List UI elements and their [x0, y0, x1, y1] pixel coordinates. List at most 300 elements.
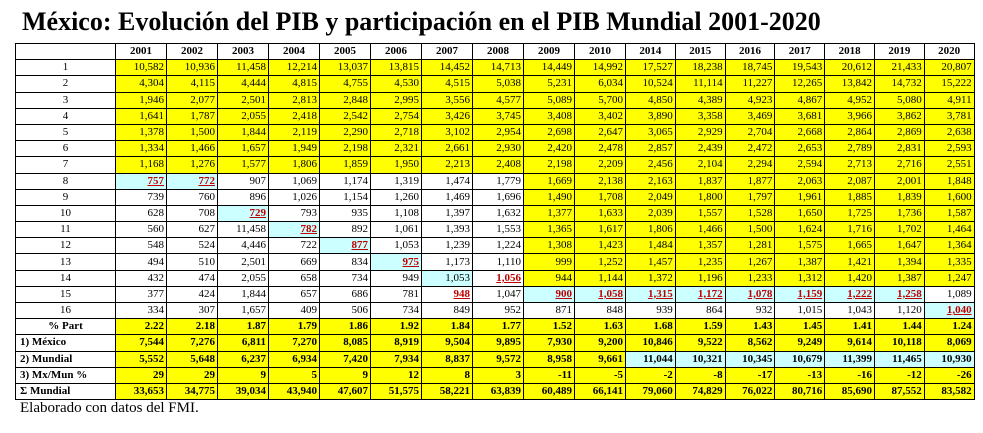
gdp-cell [725, 76, 775, 92]
mexico-highlight-value: 757 [147, 174, 164, 187]
cell-value: 2,638 [946, 126, 972, 139]
cell-value: 2,551 [946, 158, 972, 171]
gdp-cell [825, 173, 875, 189]
cell-value: 2,857 [648, 142, 673, 155]
gdp-cell [626, 254, 676, 270]
cell-value: 2,929 [697, 126, 723, 139]
summary-cell: 1.92 [371, 319, 422, 335]
summary-cell: 9,614 [825, 335, 875, 351]
gdp-cell [626, 189, 676, 205]
gdp-cell [524, 286, 575, 302]
cell-value: 2,653 [797, 142, 823, 155]
gdp-cell [422, 303, 473, 319]
gdp-cell [524, 108, 575, 124]
cell-value: 2,995 [394, 93, 419, 106]
summary-label: 1) México [16, 335, 116, 351]
cell-value: 2,713 [847, 158, 872, 171]
summary-cell: 7,270 [269, 335, 320, 351]
gdp-cell [371, 238, 422, 254]
summary-cell: 1.86 [320, 319, 371, 335]
cell-value: 506 [351, 304, 368, 317]
gdp-cell [371, 108, 422, 124]
cell-value: 1,312 [797, 271, 823, 284]
cell-value: 19,543 [791, 61, 823, 74]
summary-cell: 60,489 [524, 383, 575, 399]
table-row [16, 141, 975, 157]
gdp-cell [725, 303, 775, 319]
summary-cell: -2 [626, 367, 676, 383]
gdp-cell [626, 157, 676, 173]
cell-value: 1,557 [697, 206, 723, 219]
rank-label: 15 [16, 286, 116, 302]
gdp-cell [422, 254, 473, 270]
cell-value: 18,745 [742, 61, 773, 74]
cell-value: 1,800 [697, 190, 723, 203]
gdp-cell [473, 270, 524, 286]
cell-value: 892 [351, 223, 368, 236]
cell-value: 3,469 [747, 109, 773, 122]
year-header-0: 2001 [116, 44, 167, 60]
cell-value: 2,408 [496, 158, 521, 171]
cell-value: 2,439 [697, 142, 723, 155]
gdp-cell [218, 108, 269, 124]
summary-cell: 11,465 [874, 351, 924, 367]
gdp-cell [167, 108, 218, 124]
gdp-cell [371, 92, 422, 108]
year-header-8: 2009 [524, 44, 575, 60]
mexico-highlight-value: 900 [555, 287, 572, 300]
gdp-cell [116, 205, 167, 221]
gdp-cell [626, 286, 676, 302]
gdp-table [15, 43, 975, 400]
cell-value: 1,657 [241, 142, 266, 155]
gdp-cell [575, 238, 626, 254]
source-note: Elaborado con datos del FMI. [20, 400, 199, 416]
gdp-cell [116, 76, 167, 92]
summary-label: 2) Mundial [16, 351, 116, 367]
gdp-cell [422, 157, 473, 173]
gdp-cell [626, 222, 676, 238]
summary-cell: 1.52 [524, 319, 575, 335]
cell-value: 524 [198, 239, 215, 252]
gdp-cell [626, 173, 676, 189]
cell-value: 2,209 [598, 158, 623, 171]
summary-row [16, 383, 975, 399]
gdp-cell [371, 76, 422, 92]
gdp-cell [874, 157, 924, 173]
cell-value: 1,950 [394, 158, 419, 171]
gdp-cell [116, 270, 167, 286]
rank-label: 9 [16, 189, 116, 205]
cell-value: 4,815 [292, 77, 317, 90]
cell-value: 1,716 [847, 223, 872, 236]
cell-value: 708 [198, 206, 215, 219]
gdp-cell [167, 270, 218, 286]
cell-value: 734 [402, 304, 419, 317]
cell-value: 1,806 [292, 158, 317, 171]
cell-value: 1,859 [343, 158, 368, 171]
cell-value: 1,154 [343, 190, 368, 203]
summary-cell: 1.59 [675, 319, 725, 335]
cell-value: 1,469 [445, 190, 470, 203]
summary-cell: 10,846 [626, 335, 676, 351]
gdp-cell [218, 141, 269, 157]
gdp-cell [167, 76, 218, 92]
year-header-13: 2017 [775, 44, 825, 60]
gdp-cell [725, 60, 775, 76]
mexico-highlight-value: 1,078 [747, 287, 773, 300]
gdp-cell [116, 60, 167, 76]
gdp-cell [524, 141, 575, 157]
summary-cell: -13 [775, 367, 825, 383]
cell-value: 1,357 [697, 239, 723, 252]
cell-value: 510 [198, 255, 215, 268]
gdp-cell [825, 270, 875, 286]
gdp-cell [924, 76, 974, 92]
summary-cell: -8 [675, 367, 725, 383]
gdp-cell [775, 157, 825, 173]
summary-cell: 6,934 [269, 351, 320, 367]
gdp-cell [422, 60, 473, 76]
gdp-cell [371, 124, 422, 140]
table-row [16, 92, 975, 108]
gdp-cell [874, 124, 924, 140]
cell-value: 1,669 [547, 174, 572, 187]
summary-cell: 2.18 [167, 319, 218, 335]
gdp-cell [269, 270, 320, 286]
gdp-cell [218, 60, 269, 76]
gdp-cell [725, 141, 775, 157]
cell-value: 2,501 [241, 255, 266, 268]
gdp-cell [825, 60, 875, 76]
gdp-cell [924, 124, 974, 140]
cell-value: 2,831 [897, 142, 922, 155]
cell-value: 1,061 [394, 223, 419, 236]
table-row [16, 286, 975, 302]
cell-value: 2,864 [847, 126, 872, 139]
cell-value: 1,787 [190, 109, 215, 122]
gdp-cell [675, 238, 725, 254]
cell-value: 14,452 [439, 61, 470, 74]
gdp-cell [725, 108, 775, 124]
summary-cell: 9,522 [675, 335, 725, 351]
gdp-cell [524, 76, 575, 92]
gdp-cell [269, 238, 320, 254]
gdp-cell [473, 238, 524, 254]
cell-value: 10,582 [133, 61, 164, 74]
gdp-cell [924, 92, 974, 108]
cell-value: 1,885 [847, 190, 872, 203]
gdp-cell [924, 173, 974, 189]
gdp-cell [924, 108, 974, 124]
rank-label: 7 [16, 157, 116, 173]
cell-value: 1,420 [847, 271, 872, 284]
corner-cell [16, 44, 116, 60]
gdp-cell [473, 173, 524, 189]
gdp-cell [575, 303, 626, 319]
gdp-cell [218, 238, 269, 254]
gdp-cell [725, 173, 775, 189]
cell-value: 1,466 [697, 223, 723, 236]
cell-value: 2,698 [547, 126, 572, 139]
gdp-cell [874, 92, 924, 108]
gdp-cell [775, 60, 825, 76]
cell-value: 5,038 [496, 77, 521, 90]
cell-value: 10,936 [184, 61, 215, 74]
summary-cell: 1.77 [473, 319, 524, 335]
gdp-cell [167, 124, 218, 140]
table-body [16, 60, 975, 400]
cell-value: 4,446 [241, 239, 266, 252]
gdp-cell [874, 222, 924, 238]
cell-value: 1,089 [946, 287, 972, 300]
cell-value: 3,681 [797, 109, 823, 122]
gdp-cell [725, 286, 775, 302]
cell-value: 2,290 [343, 126, 368, 139]
cell-value: 21,433 [891, 61, 922, 74]
gdp-cell [269, 157, 320, 173]
gdp-cell [575, 124, 626, 140]
gdp-cell [874, 189, 924, 205]
gdp-cell [626, 270, 676, 286]
gdp-cell [825, 238, 875, 254]
cell-value: 1,844 [241, 126, 266, 139]
gdp-cell [825, 286, 875, 302]
gdp-cell [422, 141, 473, 157]
summary-row [16, 367, 975, 383]
table-row [16, 270, 975, 286]
cell-value: 14,732 [891, 77, 922, 90]
cell-value: 1,650 [797, 206, 823, 219]
mexico-highlight-value: 948 [453, 287, 470, 300]
summary-cell: 1.41 [825, 319, 875, 335]
cell-value: 1,641 [139, 109, 164, 122]
cell-value: 1,946 [139, 93, 164, 106]
cell-value: 2,294 [747, 158, 773, 171]
cell-value: 2,104 [697, 158, 723, 171]
summary-cell: 43,940 [269, 383, 320, 399]
cell-value: 1,500 [190, 126, 215, 139]
cell-value: 1,168 [139, 158, 164, 171]
cell-value: 13,842 [841, 77, 872, 90]
gdp-cell [675, 205, 725, 221]
gdp-cell [269, 76, 320, 92]
cell-value: 999 [555, 255, 572, 268]
summary-label: % Part [16, 319, 116, 335]
gdp-cell [626, 60, 676, 76]
summary-cell: 11,044 [626, 351, 676, 367]
cell-value: 1,600 [946, 190, 972, 203]
gdp-cell [675, 92, 725, 108]
cell-value: 3,358 [697, 109, 723, 122]
gdp-cell [269, 141, 320, 157]
cell-value: 11,227 [742, 77, 773, 90]
gdp-cell [825, 92, 875, 108]
gdp-cell [371, 157, 422, 173]
cell-value: 669 [300, 255, 317, 268]
gdp-cell [524, 222, 575, 238]
gdp-cell [116, 141, 167, 157]
rank-label: 6 [16, 141, 116, 157]
gdp-cell [422, 222, 473, 238]
cell-value: 1,877 [747, 174, 773, 187]
gdp-cell [575, 286, 626, 302]
cell-value: 2,213 [445, 158, 470, 171]
gdp-cell [924, 222, 974, 238]
summary-cell: -16 [825, 367, 875, 383]
gdp-cell [775, 124, 825, 140]
cell-value: 3,556 [445, 93, 470, 106]
summary-cell: 87,552 [874, 383, 924, 399]
summary-cell: 11,399 [825, 351, 875, 367]
gdp-cell [269, 108, 320, 124]
gdp-cell [874, 76, 924, 92]
gdp-cell [320, 254, 371, 270]
cell-value: 3,065 [648, 126, 673, 139]
cell-value: 1,235 [697, 255, 723, 268]
gdp-cell [924, 303, 974, 319]
cell-value: 2,055 [241, 271, 266, 284]
rank-label: 8 [16, 173, 116, 189]
cell-value: 686 [351, 287, 368, 300]
gdp-cell [167, 286, 218, 302]
rank-label: 14 [16, 270, 116, 286]
year-header-12: 2016 [725, 44, 775, 60]
year-header-2: 2003 [218, 44, 269, 60]
gdp-cell [320, 286, 371, 302]
cell-value: 2,049 [648, 190, 673, 203]
cell-value: 18,238 [692, 61, 723, 74]
table-row [16, 108, 975, 124]
summary-cell: 3 [473, 367, 524, 383]
gdp-cell [675, 254, 725, 270]
gdp-cell [269, 173, 320, 189]
cell-value: 377 [147, 287, 164, 300]
gdp-cell [725, 157, 775, 173]
gdp-cell [626, 92, 676, 108]
cell-value: 2,055 [241, 109, 266, 122]
cell-value: 1,334 [139, 142, 164, 155]
gdp-cell [269, 254, 320, 270]
gdp-cell [320, 173, 371, 189]
gdp-cell [218, 92, 269, 108]
gdp-cell [725, 270, 775, 286]
cell-value: 15,222 [941, 77, 972, 90]
gdp-cell [524, 92, 575, 108]
gdp-cell [320, 76, 371, 92]
cell-value: 3,781 [946, 109, 972, 122]
cell-value: 2,138 [598, 174, 623, 187]
summary-cell: 9,895 [473, 335, 524, 351]
cell-value: 2,478 [598, 142, 623, 155]
gdp-cell [575, 60, 626, 76]
gdp-cell [422, 238, 473, 254]
cell-value: 4,911 [947, 93, 972, 106]
gdp-cell [320, 189, 371, 205]
gdp-cell [473, 222, 524, 238]
rank-label: 10 [16, 205, 116, 221]
summary-cell: 1.24 [924, 319, 974, 335]
gdp-cell [524, 270, 575, 286]
table-row [16, 238, 975, 254]
gdp-cell [924, 270, 974, 286]
summary-cell: 8 [422, 367, 473, 383]
rank-label: 4 [16, 108, 116, 124]
gdp-cell [575, 222, 626, 238]
cell-value: 1,281 [747, 239, 773, 252]
cell-value: 1,267 [747, 255, 773, 268]
cell-value: 2,163 [648, 174, 673, 187]
gdp-cell [524, 124, 575, 140]
summary-cell: 2.22 [116, 319, 167, 335]
cell-value: 1,276 [190, 158, 215, 171]
gdp-cell [575, 141, 626, 157]
gdp-cell [218, 76, 269, 92]
gdp-cell [218, 286, 269, 302]
cell-value: 1,173 [445, 255, 470, 268]
cell-value: 627 [198, 223, 215, 236]
summary-cell: 58,221 [422, 383, 473, 399]
cell-value: 4,952 [847, 93, 872, 106]
cell-value: 2,087 [847, 174, 872, 187]
rank-label: 3 [16, 92, 116, 108]
gdp-cell [167, 222, 218, 238]
summary-cell: 33,653 [116, 383, 167, 399]
gdp-cell [575, 205, 626, 221]
gdp-cell [116, 254, 167, 270]
cell-value: 12,214 [286, 61, 317, 74]
summary-cell: 7,934 [371, 351, 422, 367]
cell-value: 1,026 [292, 190, 317, 203]
year-header-4: 2005 [320, 44, 371, 60]
cell-value: 11,458 [236, 223, 266, 236]
cell-value: 1,725 [847, 206, 872, 219]
gdp-cell [371, 222, 422, 238]
gdp-cell [775, 270, 825, 286]
year-header-7: 2008 [473, 44, 524, 60]
gdp-cell [269, 286, 320, 302]
rank-label: 2 [16, 76, 116, 92]
cell-value: 1,484 [648, 239, 673, 252]
gdp-cell [775, 189, 825, 205]
cell-value: 13,815 [388, 61, 419, 74]
mexico-highlight-value: 1,058 [598, 287, 623, 300]
gdp-cell [924, 141, 974, 157]
gdp-cell [473, 92, 524, 108]
gdp-cell [116, 286, 167, 302]
gdp-cell [626, 141, 676, 157]
cell-value: 1,387 [797, 255, 823, 268]
gdp-cell [167, 141, 218, 157]
mexico-highlight-value: 1,315 [648, 287, 673, 300]
summary-cell: 6,237 [218, 351, 269, 367]
cell-value: 849 [453, 304, 470, 317]
gdp-cell [825, 124, 875, 140]
cell-value: 2,119 [292, 126, 317, 139]
year-header-6: 2007 [422, 44, 473, 60]
cell-value: 628 [147, 206, 164, 219]
cell-value: 10,524 [642, 77, 673, 90]
summary-cell: 80,716 [775, 383, 825, 399]
mexico-highlight-value: 1,222 [847, 287, 872, 300]
gdp-cell [775, 254, 825, 270]
gdp-cell [371, 141, 422, 157]
table-row [16, 60, 975, 76]
summary-cell: 5,648 [167, 351, 218, 367]
gdp-cell [167, 303, 218, 319]
cell-value: 722 [300, 239, 317, 252]
gdp-cell [825, 76, 875, 92]
